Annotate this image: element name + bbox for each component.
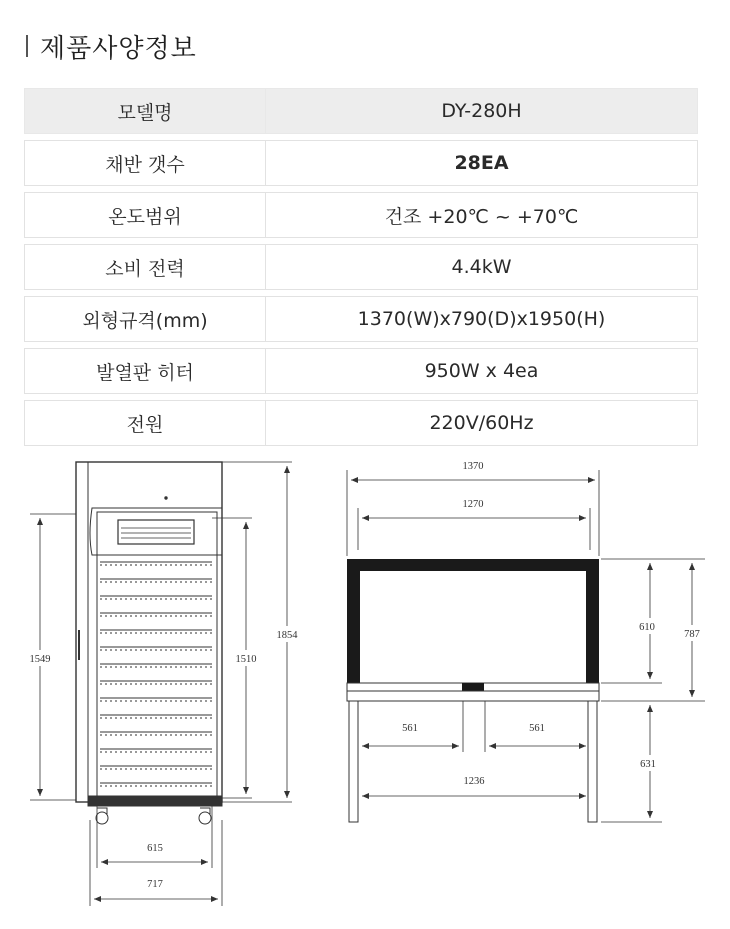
box-frame [347,559,599,683]
cabinet-base [88,796,222,806]
dim-upper-height: 787 [684,629,700,640]
dim-total-width: 1370 [462,461,484,472]
spec-label: 모델명 [24,88,266,134]
spec-value: 220V/60Hz [266,400,698,446]
control-panel-vents [121,528,191,538]
dim-outer-width: 717 [147,879,163,890]
door-top-curve [90,462,222,555]
spec-value: DY-280H [266,88,698,134]
dim-right-span: 561 [529,723,545,734]
dim-inner-width: 615 [147,843,163,854]
right-leg [588,701,597,822]
indicator-dot [165,497,167,499]
spec-value: 4.4kW [266,244,698,290]
dim-left-span: 561 [402,723,418,734]
spec-value: 건조 +20℃ ~ +70℃ [266,192,698,238]
dim-leg-height: 631 [640,759,656,770]
spec-value: 28EA [266,140,698,186]
caster-wheel [96,812,108,824]
left-leg [349,701,358,822]
control-panel [118,520,194,544]
caster-wheel [199,812,211,824]
spec-label: 소비 전력 [24,244,266,290]
dim-box-height: 610 [639,622,655,633]
spec-value: 1370(W)x790(D)x1950(H) [266,296,698,342]
spec-label: 발열판 히터 [24,348,266,394]
spec-label: 온도범위 [24,192,266,238]
tray-stack [100,562,212,786]
dim-inner-height: 1510 [235,654,257,665]
spec-value: 950W x 4ea [266,348,698,394]
front-view-drawing [76,462,222,824]
spec-label: 외형규격(mm) [24,296,266,342]
caster-mounts [97,808,210,814]
dim-leg-span: 1236 [463,776,485,787]
dim-inner-width-side: 1270 [462,499,484,510]
base-frame [347,691,599,701]
cabinet-outline [76,462,222,802]
spec-label: 전원 [24,400,266,446]
page-title: 제품사양정보 [40,33,197,64]
spec-label: 채반 갯수 [24,140,266,186]
dim-overall-height: 1854 [276,630,298,641]
center-block [462,683,484,691]
dim-left-height: 1549 [29,654,51,665]
